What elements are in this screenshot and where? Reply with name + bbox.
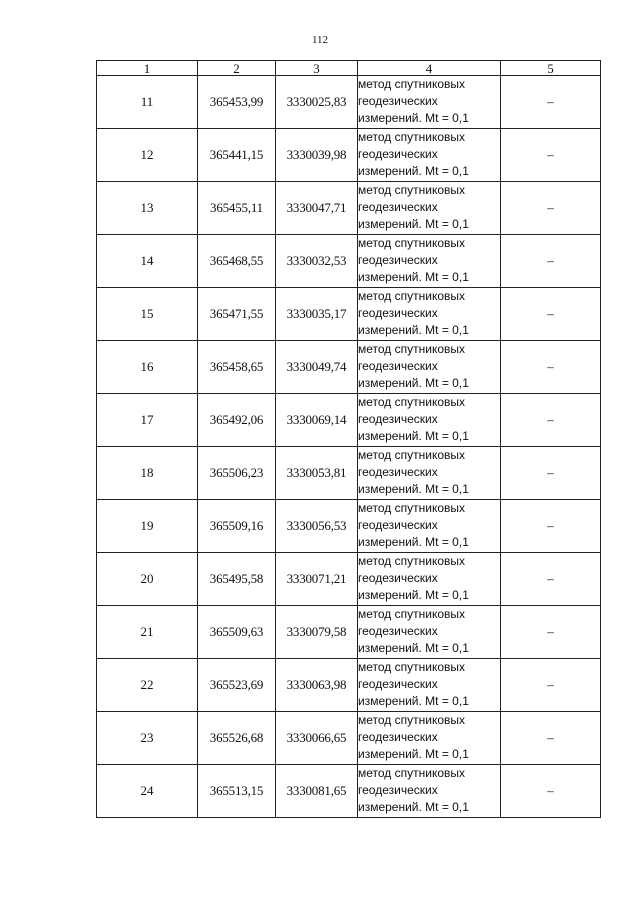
method-line: измерений. Mt = 0,1: [358, 376, 469, 390]
method-line: метод спутниковых: [358, 395, 466, 409]
method-line: геодезических: [358, 677, 438, 691]
y-coordinate-cell: 3330081,65: [276, 765, 358, 818]
x-coordinate-cell: 365458,65: [198, 341, 276, 394]
y-coordinate-cell: 3330025,83: [276, 76, 358, 129]
y-coordinate-cell: 3330066,65: [276, 712, 358, 765]
column-header-4: 4: [358, 61, 501, 76]
point-number-cell: 15: [97, 288, 198, 341]
y-coordinate-cell: 3330035,17: [276, 288, 358, 341]
x-coordinate-cell: 365455,11: [198, 182, 276, 235]
table-row: [97, 341, 601, 394]
method-description-cell: [358, 500, 501, 553]
point-number-cell: 13: [97, 182, 198, 235]
point-number-cell: 18: [97, 447, 198, 500]
table-row: [97, 76, 601, 129]
note-cell: –: [501, 182, 601, 235]
method-line: измерений. Mt = 0,1: [358, 535, 469, 549]
method-line: метод спутниковых: [358, 766, 466, 780]
method-line: геодезических: [358, 518, 438, 532]
method-line: геодезических: [358, 412, 438, 426]
method-line: метод спутниковых: [358, 183, 466, 197]
x-coordinate-cell: 365509,16: [198, 500, 276, 553]
point-number-cell: 23: [97, 712, 198, 765]
y-coordinate-cell: 3330053,81: [276, 447, 358, 500]
method-description-cell: [358, 76, 501, 129]
method-line: измерений. Mt = 0,1: [358, 641, 469, 655]
method-line: измерений. Mt = 0,1: [358, 588, 469, 602]
note-cell: –: [501, 500, 601, 553]
method-description-cell: [358, 553, 501, 606]
x-coordinate-cell: 365506,23: [198, 447, 276, 500]
note-cell: –: [501, 712, 601, 765]
method-line: метод спутниковых: [358, 448, 466, 462]
method-line: геодезических: [358, 465, 438, 479]
note-cell: –: [501, 76, 601, 129]
y-coordinate-cell: 3330063,98: [276, 659, 358, 712]
method-line: измерений. Mt = 0,1: [358, 429, 469, 443]
method-line: геодезических: [358, 730, 438, 744]
method-line: метод спутниковых: [358, 713, 466, 727]
table-row: [97, 712, 601, 765]
x-coordinate-cell: 365526,68: [198, 712, 276, 765]
method-line: геодезических: [358, 147, 438, 161]
note-cell: –: [501, 659, 601, 712]
table-header-row: [97, 61, 601, 76]
note-cell: –: [501, 765, 601, 818]
note-cell: –: [501, 129, 601, 182]
method-line: измерений. Mt = 0,1: [358, 323, 469, 337]
y-coordinate-cell: 3330032,53: [276, 235, 358, 288]
method-line: измерений. Mt = 0,1: [358, 694, 469, 708]
y-coordinate-cell: 3330079,58: [276, 606, 358, 659]
table-row: [97, 659, 601, 712]
column-header-5: 5: [501, 61, 601, 76]
method-line: измерений. Mt = 0,1: [358, 800, 469, 814]
method-line: метод спутниковых: [358, 130, 466, 144]
method-description-cell: [358, 765, 501, 818]
point-number-cell: 22: [97, 659, 198, 712]
point-number-cell: 11: [97, 76, 198, 129]
y-coordinate-cell: 3330069,14: [276, 394, 358, 447]
column-header-3: 3: [276, 61, 358, 76]
table-row: [97, 447, 601, 500]
method-description-cell: [358, 606, 501, 659]
table-row: [97, 182, 601, 235]
x-coordinate-cell: 365468,55: [198, 235, 276, 288]
method-line: геодезических: [358, 624, 438, 638]
method-line: геодезических: [358, 94, 438, 108]
method-line: метод спутниковых: [358, 236, 466, 250]
point-number-cell: 24: [97, 765, 198, 818]
method-line: метод спутниковых: [358, 289, 466, 303]
method-line: геодезических: [358, 783, 438, 797]
table-row: [97, 606, 601, 659]
note-cell: –: [501, 606, 601, 659]
x-coordinate-cell: 365471,55: [198, 288, 276, 341]
note-cell: –: [501, 394, 601, 447]
method-description-cell: [358, 394, 501, 447]
method-description-cell: [358, 341, 501, 394]
method-description-cell: [358, 712, 501, 765]
table-row: [97, 288, 601, 341]
method-line: метод спутниковых: [358, 342, 466, 356]
note-cell: –: [501, 235, 601, 288]
point-number-cell: 20: [97, 553, 198, 606]
page-number: 112: [311, 34, 329, 46]
point-number-cell: 16: [97, 341, 198, 394]
method-line: измерений. Mt = 0,1: [358, 482, 469, 496]
x-coordinate-cell: 365441,15: [198, 129, 276, 182]
y-coordinate-cell: 3330039,98: [276, 129, 358, 182]
x-coordinate-cell: 365513,15: [198, 765, 276, 818]
x-coordinate-cell: 365492,06: [198, 394, 276, 447]
method-line: метод спутниковых: [358, 501, 466, 515]
method-line: измерений. Mt = 0,1: [358, 270, 469, 284]
point-number-cell: 14: [97, 235, 198, 288]
x-coordinate-cell: 365523,69: [198, 659, 276, 712]
column-header-1: 1: [97, 61, 198, 76]
method-line: измерений. Mt = 0,1: [358, 111, 469, 125]
table-row: [97, 235, 601, 288]
method-line: геодезических: [358, 253, 438, 267]
x-coordinate-cell: 365453,99: [198, 76, 276, 129]
method-line: геодезических: [358, 306, 438, 320]
method-description-cell: [358, 129, 501, 182]
point-number-cell: 19: [97, 500, 198, 553]
y-coordinate-cell: 3330049,74: [276, 341, 358, 394]
method-description-cell: [358, 288, 501, 341]
coordinates-table: [96, 60, 601, 818]
method-description-cell: [358, 182, 501, 235]
table-row: [97, 500, 601, 553]
method-line: измерений. Mt = 0,1: [358, 164, 469, 178]
note-cell: –: [501, 288, 601, 341]
table-row: [97, 129, 601, 182]
method-line: геодезических: [358, 200, 438, 214]
y-coordinate-cell: 3330056,53: [276, 500, 358, 553]
x-coordinate-cell: 365509,63: [198, 606, 276, 659]
method-description-cell: [358, 659, 501, 712]
y-coordinate-cell: 3330047,71: [276, 182, 358, 235]
table-row: [97, 765, 601, 818]
x-coordinate-cell: 365495,58: [198, 553, 276, 606]
method-description-cell: [358, 447, 501, 500]
note-cell: –: [501, 341, 601, 394]
y-coordinate-cell: 3330071,21: [276, 553, 358, 606]
method-line: измерений. Mt = 0,1: [358, 747, 469, 761]
note-cell: –: [501, 447, 601, 500]
method-line: метод спутниковых: [358, 77, 466, 91]
method-line: метод спутниковых: [358, 660, 466, 674]
note-cell: –: [501, 553, 601, 606]
table-body: [97, 76, 601, 818]
method-line: метод спутниковых: [358, 607, 466, 621]
column-header-2: 2: [198, 61, 276, 76]
point-number-cell: 12: [97, 129, 198, 182]
method-line: геодезических: [358, 359, 438, 373]
point-number-cell: 21: [97, 606, 198, 659]
method-description-cell: [358, 235, 501, 288]
table-row: [97, 394, 601, 447]
method-line: геодезических: [358, 571, 438, 585]
point-number-cell: 17: [97, 394, 198, 447]
method-line: метод спутниковых: [358, 554, 466, 568]
table-row: [97, 553, 601, 606]
method-line: измерений. Mt = 0,1: [358, 217, 469, 231]
